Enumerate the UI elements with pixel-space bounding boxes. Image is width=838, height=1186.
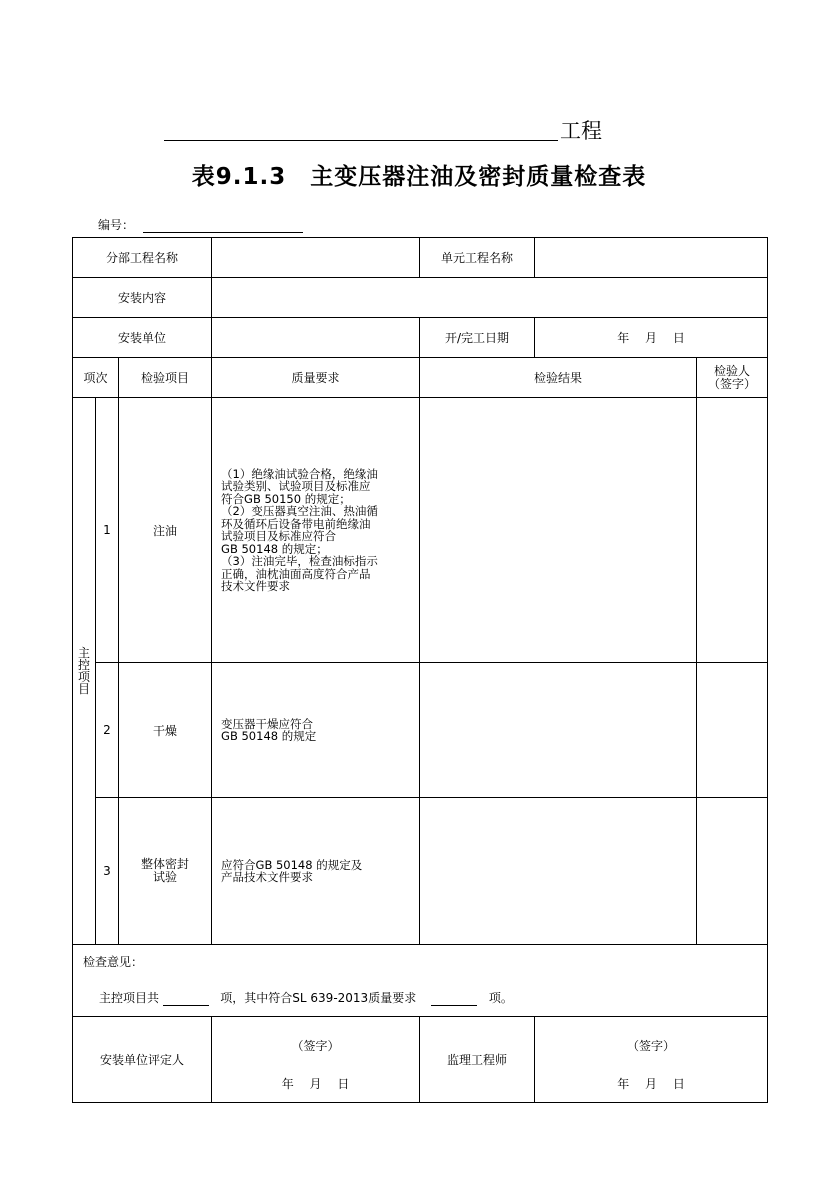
unit-value-field[interactable] (535, 238, 768, 278)
item-number: 2 (96, 663, 119, 798)
col-result: 检验结果 (420, 358, 697, 398)
requirement-line: 试验类别、试验项目及标准应 (221, 479, 371, 493)
category-char: 主 (77, 646, 90, 660)
requirement-line: 应符合GB 50148 的规定及 (221, 857, 363, 872)
serial-label: 编号： (98, 218, 135, 232)
opinion-text-part1: 主控项目共 (99, 991, 160, 1005)
installer-signature-field[interactable] (212, 1017, 420, 1103)
requirement-line: GB 50148 的规定 (221, 729, 317, 743)
item-inspector-field[interactable] (697, 663, 768, 798)
requirement-line: 符合GB 50150 的规定； (221, 491, 351, 506)
requirement-line: GB 50148 的规定； (221, 541, 328, 556)
item-requirement (212, 663, 420, 798)
installer-value-field[interactable] (212, 318, 420, 358)
division-value-field[interactable] (212, 238, 420, 278)
supervisor-sign-date: 年 月 日 (617, 1077, 685, 1091)
unit-label: 单元工程名称 (420, 238, 535, 278)
inspection-form-table (72, 237, 768, 1103)
qualified-count-field[interactable] (431, 1005, 477, 1006)
main-item-count-field[interactable] (163, 1005, 209, 1006)
column-header-row (73, 358, 768, 398)
requirement-line: （2）变压器真空注油、热油循 (221, 504, 378, 518)
supervisor-sign-note: （签字） (627, 1039, 676, 1053)
requirement-line: 环及循环后设备带电前绝缘油 (221, 516, 371, 531)
form-title: 表9.1.3 主变压器注油及密封质量检查表 (191, 164, 647, 190)
item-name-line: 试验 (153, 870, 178, 884)
col-inspector-line1: 检验人 (714, 363, 751, 378)
opinion-text (99, 989, 513, 1006)
installer-evaluator-label: 安装单位评定人 (73, 1017, 212, 1103)
project-suffix: 工程 (560, 119, 602, 143)
item-inspector-field[interactable] (697, 398, 768, 663)
item-requirement (212, 798, 420, 945)
info-row-content (73, 278, 768, 318)
table-row (73, 398, 768, 663)
item-result-field[interactable] (420, 663, 697, 798)
col-requirement: 质量要求 (212, 358, 420, 398)
requirement-line: 产品技术文件要求 (221, 870, 314, 884)
category-char: 控 (77, 658, 90, 672)
item-inspector-field[interactable] (697, 798, 768, 945)
installer-label: 安装单位 (73, 318, 212, 358)
item-name-line: 干燥 (153, 723, 178, 738)
category-main-control (73, 398, 96, 945)
requirement-line: 技术文件要求 (221, 579, 291, 593)
col-inspector (697, 358, 768, 398)
col-inspector-line2: （签字） (708, 376, 757, 391)
supervisor-label: 监理工程师 (420, 1017, 535, 1103)
opinion-row (73, 945, 768, 1017)
item-result-field[interactable] (420, 398, 697, 663)
installer-sign-date: 年 月 日 (281, 1077, 350, 1091)
serial-number-field[interactable] (143, 232, 303, 233)
opinion-label: 检查意见： (83, 955, 144, 969)
item-name (119, 798, 212, 945)
item-name (119, 398, 212, 663)
item-name-line: 整体密封 (141, 857, 190, 871)
opinion-cell (73, 945, 768, 1017)
item-number: 3 (96, 798, 119, 945)
col-check-item: 检验项目 (119, 358, 212, 398)
item-requirement (212, 398, 420, 663)
category-char: 项 (77, 670, 90, 684)
requirement-line: 变压器干燥应符合 (221, 716, 314, 731)
requirement-line: 正确，油枕油面高度符合产品 (221, 566, 371, 581)
division-label: 分部工程名称 (73, 238, 212, 278)
installer-sign-note: （签字） (291, 1039, 340, 1053)
info-row-installer (73, 318, 768, 358)
date-value-field[interactable]: 年 月 日 (535, 318, 768, 358)
signature-row (73, 1017, 768, 1103)
project-name-line[interactable] (164, 140, 558, 141)
requirement-line: （1）绝缘油试验合格，绝缘油 (221, 466, 378, 481)
item-name (119, 663, 212, 798)
col-item-no: 项次 (73, 358, 119, 398)
info-row-division (73, 238, 768, 278)
item-number: 1 (96, 398, 119, 663)
opinion-text-part3: 项。 (488, 991, 513, 1005)
table-row (73, 663, 768, 798)
content-value-field[interactable] (212, 278, 768, 318)
table-row (73, 798, 768, 945)
category-char: 目 (77, 682, 90, 696)
requirement-line: 试验项目及标准应符合 (221, 529, 337, 543)
opinion-text-part2: 项，其中符合SL 639-2013质量要求 (220, 991, 417, 1005)
item-result-field[interactable] (420, 798, 697, 945)
date-label: 开/完工日期 (420, 318, 535, 358)
content-label: 安装内容 (73, 278, 212, 318)
requirement-line: （3）注油完毕，检查油标指示 (221, 554, 378, 568)
item-name-line: 注油 (153, 523, 178, 538)
supervisor-signature-field[interactable] (535, 1017, 768, 1103)
